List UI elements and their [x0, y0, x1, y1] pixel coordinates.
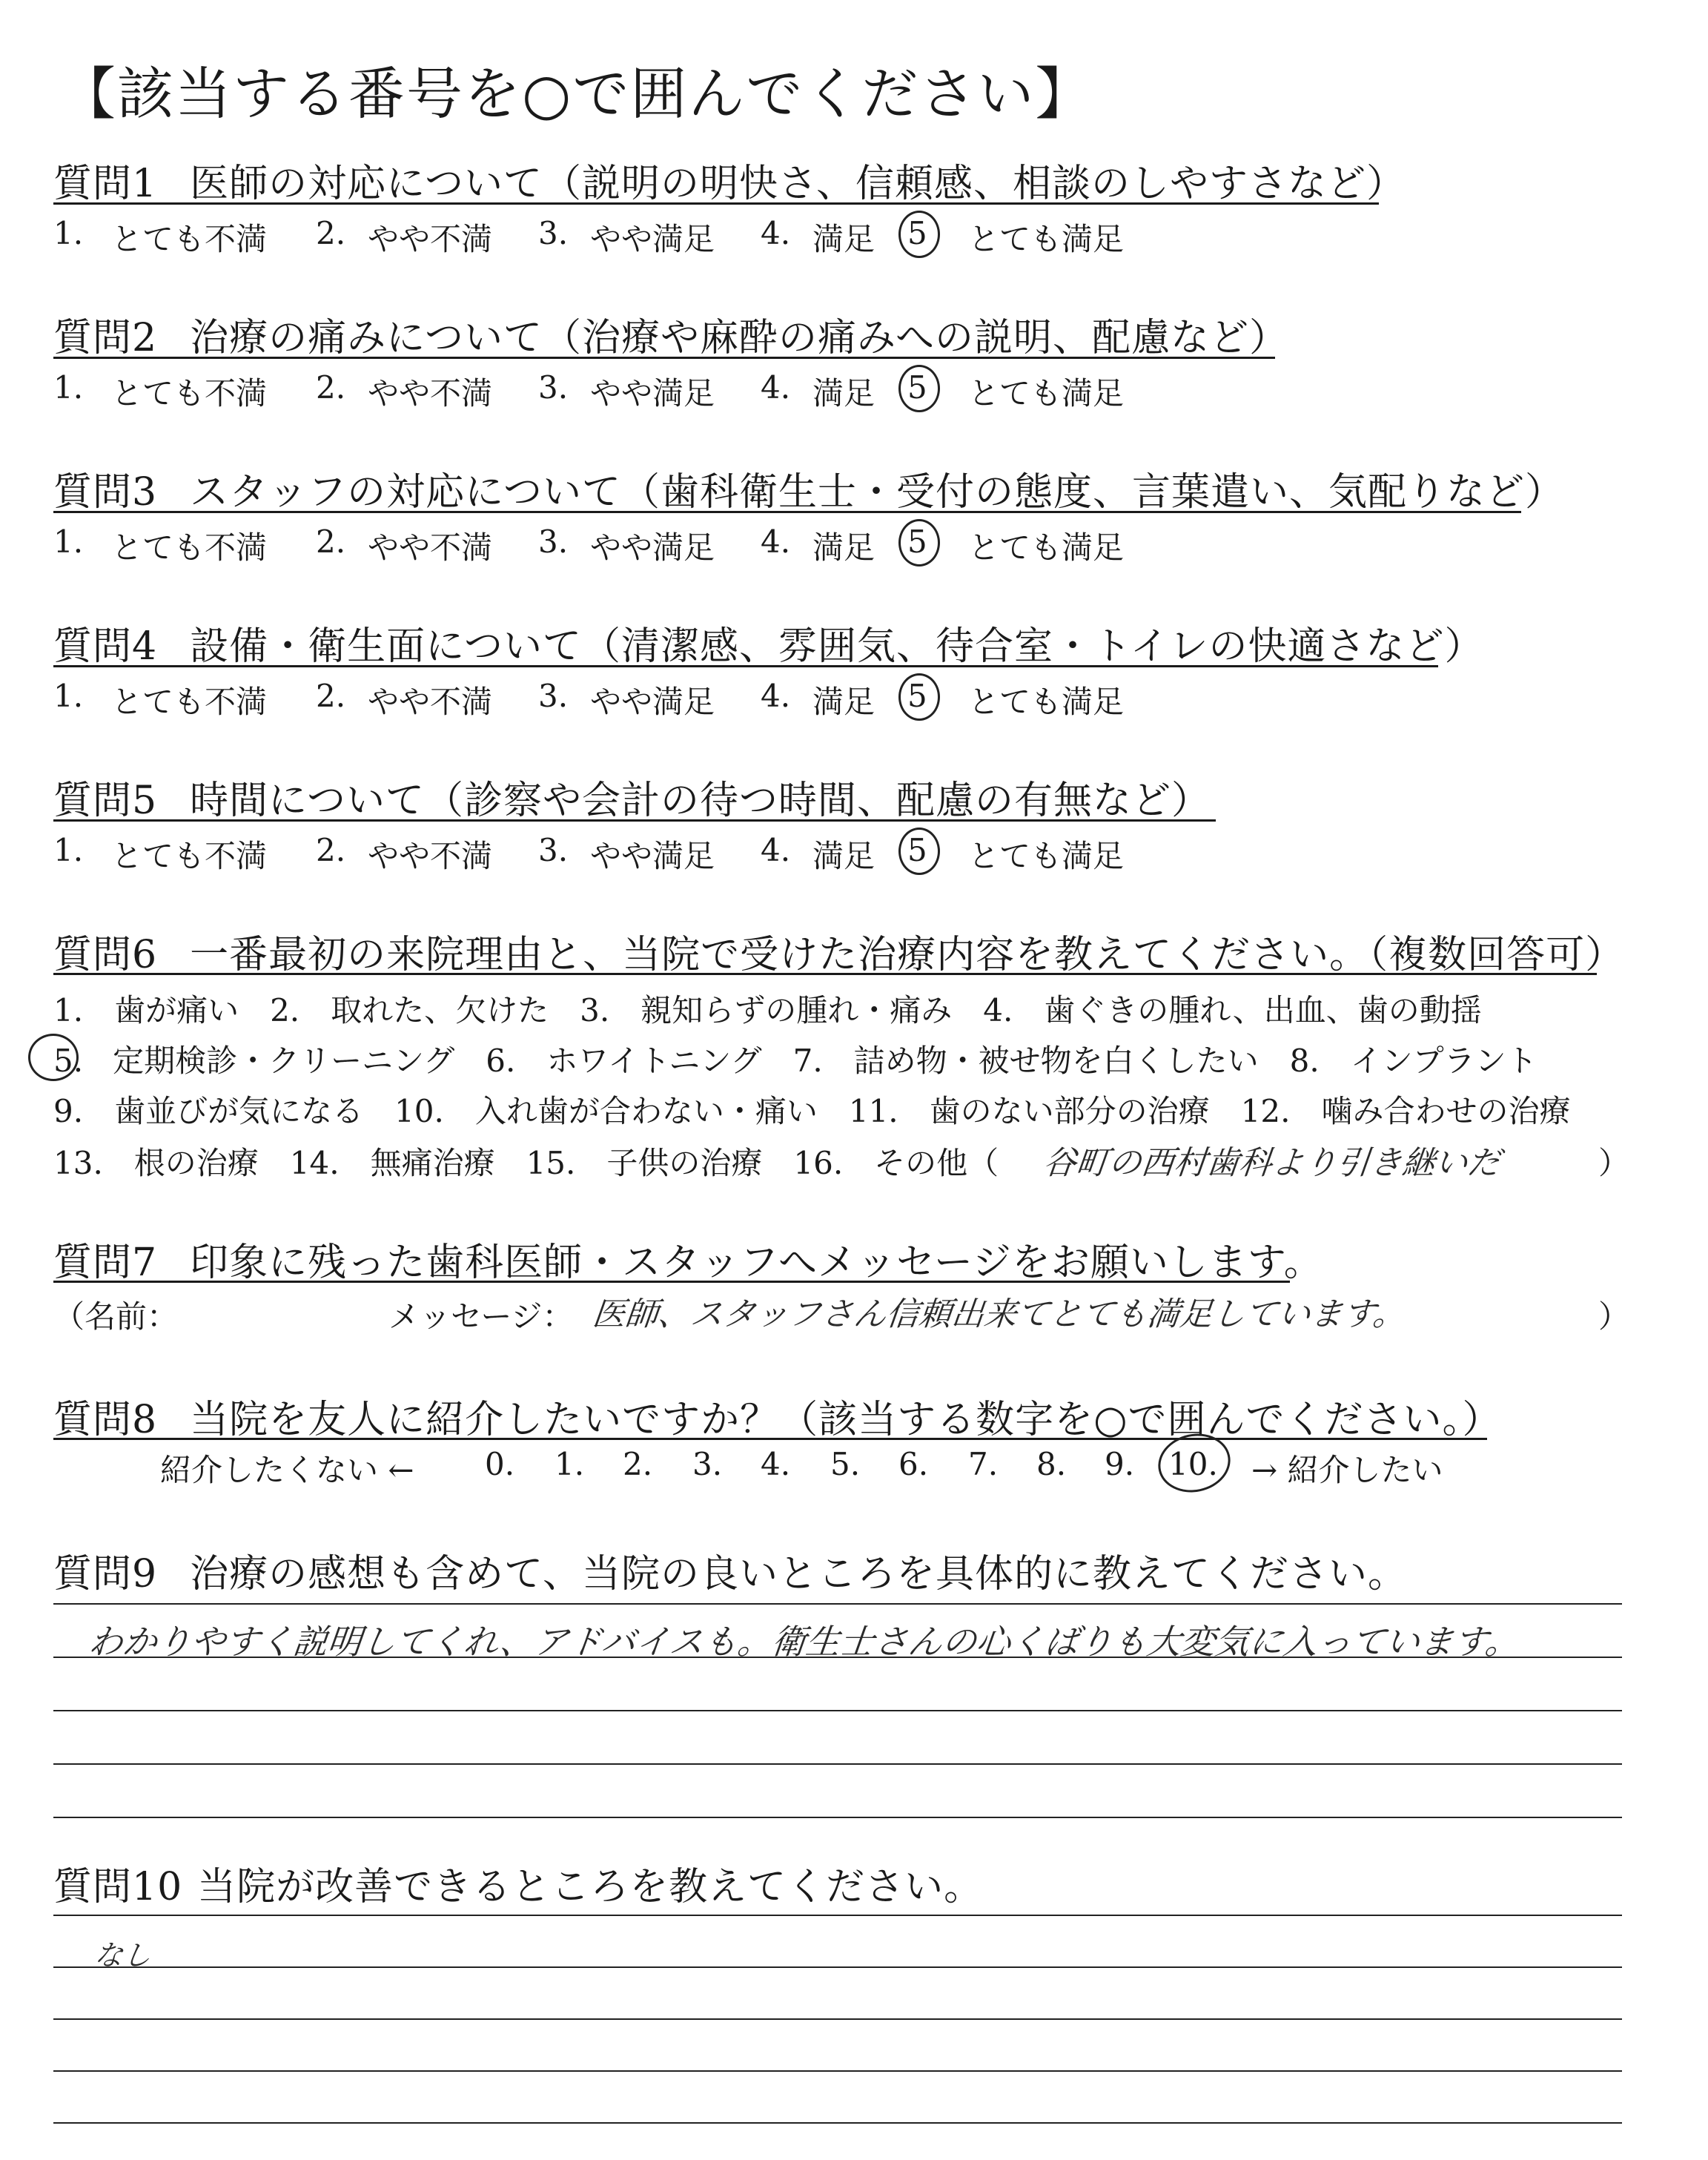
- q10-rule-3: [53, 2018, 1622, 2020]
- q6-row-3: 9. 歯並びが気になる 10. 入れ歯が合わない・痛い 11. 歯のない部分の治療 12. 噛み合わせの治療: [53, 1093, 1571, 1129]
- q5-label: 質問5: [53, 779, 158, 823]
- q6-option-5-circle-mark: [28, 1034, 79, 1081]
- q4-option-4-number[interactable]: 4.: [761, 678, 791, 714]
- q1-option-4-number[interactable]: 4.: [761, 215, 791, 251]
- q2-option-3-label: やや満足: [590, 375, 715, 412]
- q3-underline: [53, 511, 1521, 513]
- q1-text: 医師の対応について（説明の明快さ、信頼感、相談のしやすさなど）: [190, 162, 1406, 206]
- q6-heading: [53, 923, 1624, 979]
- q3-heading: [53, 460, 1564, 516]
- q8-scale-option-0[interactable]: 0.: [485, 1446, 515, 1482]
- q5-heading: [53, 769, 1211, 825]
- q3-option-4-number[interactable]: 4.: [761, 524, 791, 560]
- q8-scale-option-3[interactable]: 3.: [692, 1446, 723, 1482]
- q1-option-3-number[interactable]: 3.: [538, 215, 569, 251]
- q9-rule-5: [53, 1817, 1622, 1818]
- q7-message-label: メッセージ：: [388, 1298, 574, 1335]
- q9-rule-4: [53, 1763, 1622, 1765]
- q4-option-5-number[interactable]: 5: [907, 678, 927, 714]
- q9-rule-2: [53, 1657, 1622, 1658]
- q5-option-3-number[interactable]: 3.: [538, 832, 569, 868]
- q7-label: 質問7: [53, 1241, 158, 1285]
- q8-heading: [53, 1388, 1501, 1444]
- q2-option-5-number[interactable]: 5: [907, 369, 927, 406]
- q6-row-1: 1. 歯が痛い 2. 取れた、欠けた 3. 親知らずの腫れ・痛み 4. 歯ぐきの腫れ、出血、歯の動揺: [53, 992, 1482, 1028]
- q10-label: 質問10: [53, 1865, 183, 1909]
- q3-option-4-label: 満足: [812, 529, 875, 566]
- q3-text: スタッフの対応について（歯科衛生士・受付の態度、言葉遣い、気配りなど）: [190, 470, 1565, 515]
- q1-option-5-number[interactable]: 5: [907, 215, 927, 251]
- q4-label: 質問4: [53, 624, 158, 669]
- q2-option-4-number[interactable]: 4.: [761, 369, 791, 406]
- q2-option-1-number[interactable]: 1.: [53, 369, 84, 406]
- q10-rule-5: [53, 2122, 1622, 2124]
- q7-underline: [53, 1281, 1290, 1283]
- q4-underline: [53, 665, 1438, 667]
- q6-other-answer[interactable]: 谷町の西村歯科より引き継いだ: [1041, 1144, 1503, 1182]
- q1-option-2-label: やや不満: [368, 221, 493, 257]
- q5-option-2-label: やや不満: [368, 838, 493, 874]
- q1-option-1-label: とても不満: [111, 221, 268, 257]
- q1-option-1-number[interactable]: 1.: [53, 215, 84, 251]
- q1-option-3-label: やや満足: [590, 221, 715, 257]
- q8-right-label: → 紹介したい: [1251, 1452, 1443, 1488]
- q5-option-1-label: とても不満: [111, 838, 268, 874]
- q4-text: 設備・衛生面について（清潔感、雰囲気、待合室・トイレの快適さなど）: [190, 624, 1484, 669]
- q3-option-2-number[interactable]: 2.: [316, 524, 346, 560]
- page-title: 【該当する番号を○で囲んでください】: [59, 61, 1093, 127]
- q5-underline: [53, 819, 1216, 822]
- q3-selected-circle-mark: [898, 519, 940, 567]
- q9-answer[interactable]: わかりやすく説明してくれ、アドバイスも。衛生士さんの心くばりも大変気に入っています。: [86, 1622, 1522, 1662]
- q9-rule-3: [53, 1710, 1622, 1711]
- q8-left-label: 紹介したくない ←: [160, 1452, 414, 1488]
- q7-heading: [53, 1231, 1323, 1287]
- q6-row-2: [53, 1037, 1537, 1081]
- q9-label: 質問9: [53, 1552, 158, 1596]
- q10-rule-4: [53, 2070, 1622, 2072]
- q4-option-5-label: とても満足: [968, 684, 1125, 720]
- q1-heading: [53, 152, 1406, 208]
- q2-option-1-label: とても不満: [111, 375, 268, 412]
- q1-option-4-label: 満足: [812, 221, 875, 257]
- q8-scale-option-5[interactable]: 5.: [830, 1446, 861, 1482]
- q2-text: 治療の痛みについて（治療や麻酔の痛みへの説明、配慮など）: [190, 316, 1289, 360]
- q6-row-4-close: ）: [1598, 1145, 1630, 1181]
- q5-option-4-number[interactable]: 4.: [761, 832, 791, 868]
- q8-scale-option-2[interactable]: 2.: [623, 1446, 653, 1482]
- q3-option-5-number[interactable]: 5: [907, 524, 927, 560]
- q10-rule-2: [53, 1966, 1622, 1968]
- q2-option-4-label: 満足: [812, 375, 875, 412]
- q8-underline: [53, 1438, 1487, 1440]
- q4-option-2-label: やや不満: [368, 684, 493, 720]
- q7-close: ）: [1598, 1298, 1630, 1335]
- q2-underline: [53, 357, 1275, 359]
- q1-label: 質問1: [53, 162, 158, 206]
- q1-selected-circle-mark: [898, 211, 940, 258]
- q8-scale-option-4[interactable]: 4.: [761, 1446, 791, 1482]
- q9-heading: [53, 1542, 1407, 1598]
- q4-selected-circle-mark: [898, 673, 940, 721]
- q5-option-4-label: 満足: [812, 838, 875, 874]
- q2-option-2-number[interactable]: 2.: [316, 369, 346, 406]
- q2-option-5-label: とても満足: [968, 375, 1125, 412]
- q5-text: 時間について（診察や会計の待つ時間、配慮の有無など）: [190, 779, 1211, 823]
- q1-option-2-number[interactable]: 2.: [316, 215, 346, 251]
- q4-option-1-label: とても不満: [111, 684, 268, 720]
- q4-option-2-number[interactable]: 2.: [316, 678, 346, 714]
- q8-text: 当院を友人に紹介したいですか？（該当する数字を○で囲んでください。）: [190, 1398, 1502, 1442]
- q1-underline: [53, 202, 1379, 205]
- q5-option-1-number[interactable]: 1.: [53, 832, 84, 868]
- q5-option-5-number[interactable]: 5: [907, 832, 927, 868]
- q4-option-3-label: やや満足: [590, 684, 715, 720]
- q8-label: 質問8: [53, 1398, 158, 1442]
- q7-name-label: （名前：: [53, 1298, 179, 1335]
- q10-heading: [53, 1855, 983, 1911]
- q6-option-5-number[interactable]: 5.: [53, 1043, 84, 1079]
- q2-label: 質問2: [53, 316, 158, 360]
- q8-scale-option-8[interactable]: 8.: [1036, 1446, 1067, 1482]
- q5-option-5-label: とても満足: [968, 838, 1125, 874]
- q10-text: 当院が改善できるところを教えてください。: [197, 1865, 984, 1909]
- q6-underline: [53, 973, 1597, 975]
- q6-row-2-text: 定期検診・クリーニング 6. ホワイトニング 7. 詰め物・被せ物を白くしたい 8. インプラント: [113, 1043, 1537, 1079]
- q9-rule-1: [53, 1603, 1622, 1605]
- q6-row-4: 13. 根の治療 14. 無痛治療 15. 子供の治療 16. その他（: [53, 1145, 999, 1181]
- q3-option-5-label: とても満足: [968, 529, 1125, 566]
- q6-label: 質問6: [53, 933, 158, 977]
- q9-text: 治療の感想も含めて、当院の良いところを具体的に教えてください。: [190, 1552, 1408, 1596]
- q4-option-1-number[interactable]: 1.: [53, 678, 84, 714]
- q3-option-1-number[interactable]: 1.: [53, 524, 84, 560]
- q1-option-5-label: とても満足: [968, 221, 1125, 257]
- q3-label: 質問3: [53, 470, 158, 515]
- q10-answer[interactable]: なし: [93, 1939, 153, 1972]
- q8-scale-option-7[interactable]: 7.: [968, 1446, 999, 1482]
- q4-option-3-number[interactable]: 3.: [538, 678, 569, 714]
- q3-option-2-label: やや不満: [368, 529, 493, 566]
- q2-selected-circle-mark: [898, 365, 940, 412]
- q3-option-3-number[interactable]: 3.: [538, 524, 569, 560]
- q3-option-3-label: やや満足: [590, 529, 715, 566]
- q3-option-1-label: とても不満: [111, 529, 268, 566]
- q5-option-2-number[interactable]: 2.: [316, 832, 346, 868]
- q2-option-2-label: やや不満: [368, 375, 493, 412]
- q4-option-4-label: 満足: [812, 684, 875, 720]
- q4-heading: [53, 615, 1483, 670]
- q2-heading: [53, 306, 1288, 362]
- q5-option-3-label: やや満足: [590, 838, 715, 874]
- q5-selected-circle-mark: [898, 828, 940, 875]
- q10-rule-1: [53, 1915, 1622, 1916]
- q2-option-3-number[interactable]: 3.: [538, 369, 569, 406]
- q8-scale-option-1[interactable]: 1.: [555, 1446, 585, 1482]
- q8-scale-option-6[interactable]: 6.: [898, 1446, 929, 1482]
- q6-text: 一番最初の来院理由と、当院で受けた治療内容を教えてください。（複数回答可）: [190, 933, 1625, 977]
- q8-scale-option-10[interactable]: 10.: [1168, 1446, 1218, 1482]
- q8-scale-option-9[interactable]: 9.: [1105, 1446, 1135, 1482]
- q7-text: 印象に残った歯科医師・スタッフへメッセージをお願いします。: [190, 1241, 1323, 1285]
- q7-message-answer[interactable]: 医師、スタッフさん信頼出来てとても満足しています。: [590, 1295, 1408, 1333]
